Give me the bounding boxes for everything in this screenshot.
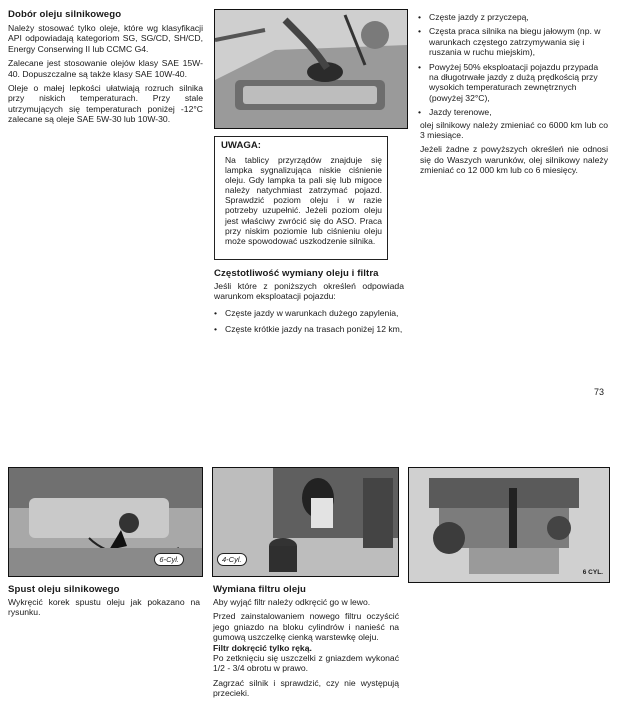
oil-filter-photo (212, 467, 399, 577)
oil-filler-photo (214, 9, 408, 129)
list-item: • Powyżej 50% eksploatacji pojazdu przypada na długotrwałe jazdy z dużą prędkością przy wysokich temperaturach zewnętrznych (powyżej 32°C), (418, 62, 608, 104)
page-number: 73 (594, 387, 605, 397)
list-item: • Częste jazdy z przyczepą, (418, 12, 608, 22)
oil-filter-paragraph: Po zetknięciu się uszczelki z gniazdem wykonać 1/2 - 3/4 obrotu w prawo. (213, 653, 399, 674)
oil-drain-text: Wykręcić korek spustu oleju jak pokazano na rysunku. (8, 597, 200, 618)
interval-paragraph: Jeżeli żadne z powyższych określeń nie odnosi się do Waszych warunków, olej silnikowy należy zmieniać co 12 000 km lub co 6 miesięcy. (420, 144, 608, 176)
change-frequency-intro: Jeśli które z poniższych określeń odpowiada warunkom eksploatacji pojazdu: (214, 281, 404, 302)
oil-selection-title: Dobór oleju silnikowego (8, 9, 122, 20)
change-frequency-title: Częstotliwość wymiany oleju i filtra (214, 268, 379, 279)
photo-label: 6 CYL. (582, 569, 603, 576)
oil-drain-photo (8, 467, 203, 577)
oil-selection-paragraph: Oleje o małej lepkości ułatwiają rozruch silnika przy niskich temperaturach. Przy stale utrzymujących się temperaturach poniżej -12°C zalecane są oleje SAE 5W-30 lub 10W-30. (8, 83, 203, 125)
oil-filter-section (213, 584, 399, 703)
warning-title: UWAGA: (221, 140, 261, 151)
oil-filter-paragraph: Aby wyjąć filtr należy odkręcić go w lewo. (213, 597, 371, 607)
list-item: • Częste krótkie jazdy na trasach poniżej 12 km, (214, 324, 404, 334)
oil-selection-paragraph: Należy stosować tylko oleje, które wg klasyfikacji API odpowiadają kategoriom SG, SG/CD, SH/CD, Energy Conserwing II lub CCMC G4. (8, 23, 203, 54)
oil-filter-paragraph: Przed zainstalowaniem nowego filtru oczyścić jego gniazdo na bloku cylindrów i nanieść na gumową uszczelkę cienką warstewkę oleju. (213, 611, 399, 643)
list-item: • Jazdy terenowe, (418, 107, 608, 117)
oil-filter-paragraph: Filtr dokręcić tylko ręką. (213, 642, 312, 653)
oil-drain-title: Spust oleju silnikowego (8, 584, 120, 595)
warning-box (214, 136, 388, 260)
severe-conditions-section (418, 12, 608, 180)
engine-overview-photo (408, 467, 610, 583)
change-frequency-section (214, 268, 404, 339)
oil-selection-section (8, 9, 203, 129)
list-item: • Częste jazdy w warunkach dużego zapylenia, (214, 308, 404, 318)
oil-filter-paragraph: Zagrzać silnik i sprawdzić, czy nie występują przecieki. (213, 677, 399, 699)
list-item: • Częsta praca silnika na biegu jałowym (np. w warunkach częstego zatrzymywania się i ruszania w ruchu miejskim), (418, 26, 608, 57)
photo-label: 6-Cyl. (154, 553, 184, 566)
oil-drain-section (8, 584, 200, 622)
interval-paragraph: olej silnikowy należy zmieniać co 6000 km lub co 3 miesiące. (420, 119, 608, 141)
photo-label: 4-Cyl. (217, 553, 247, 566)
oil-selection-paragraph: Zalecane jest stosowanie olejów klasy SAE 15W-40. Dopuszczalne są także klasy SAE 10W-40. (8, 58, 203, 79)
warning-text: Na tablicy przyrządów znajduje się lampka sygnalizująca niskie ciśnienie oleju. Gdy lampka ta pali się lub migoce należy natychmiast zatrzymać pojazd. Sprawdzić poziom oleju i w razie potrzeby uzupełnić. Jeżeli poziom oleju jest właściwy zwrócić się do ASO. Praca przy niskim poziomie lub ciśnieniu oleju może spowodować uszkodzenie silnika. (225, 155, 382, 246)
oil-filter-title: Wymiana filtru oleju (213, 584, 306, 595)
